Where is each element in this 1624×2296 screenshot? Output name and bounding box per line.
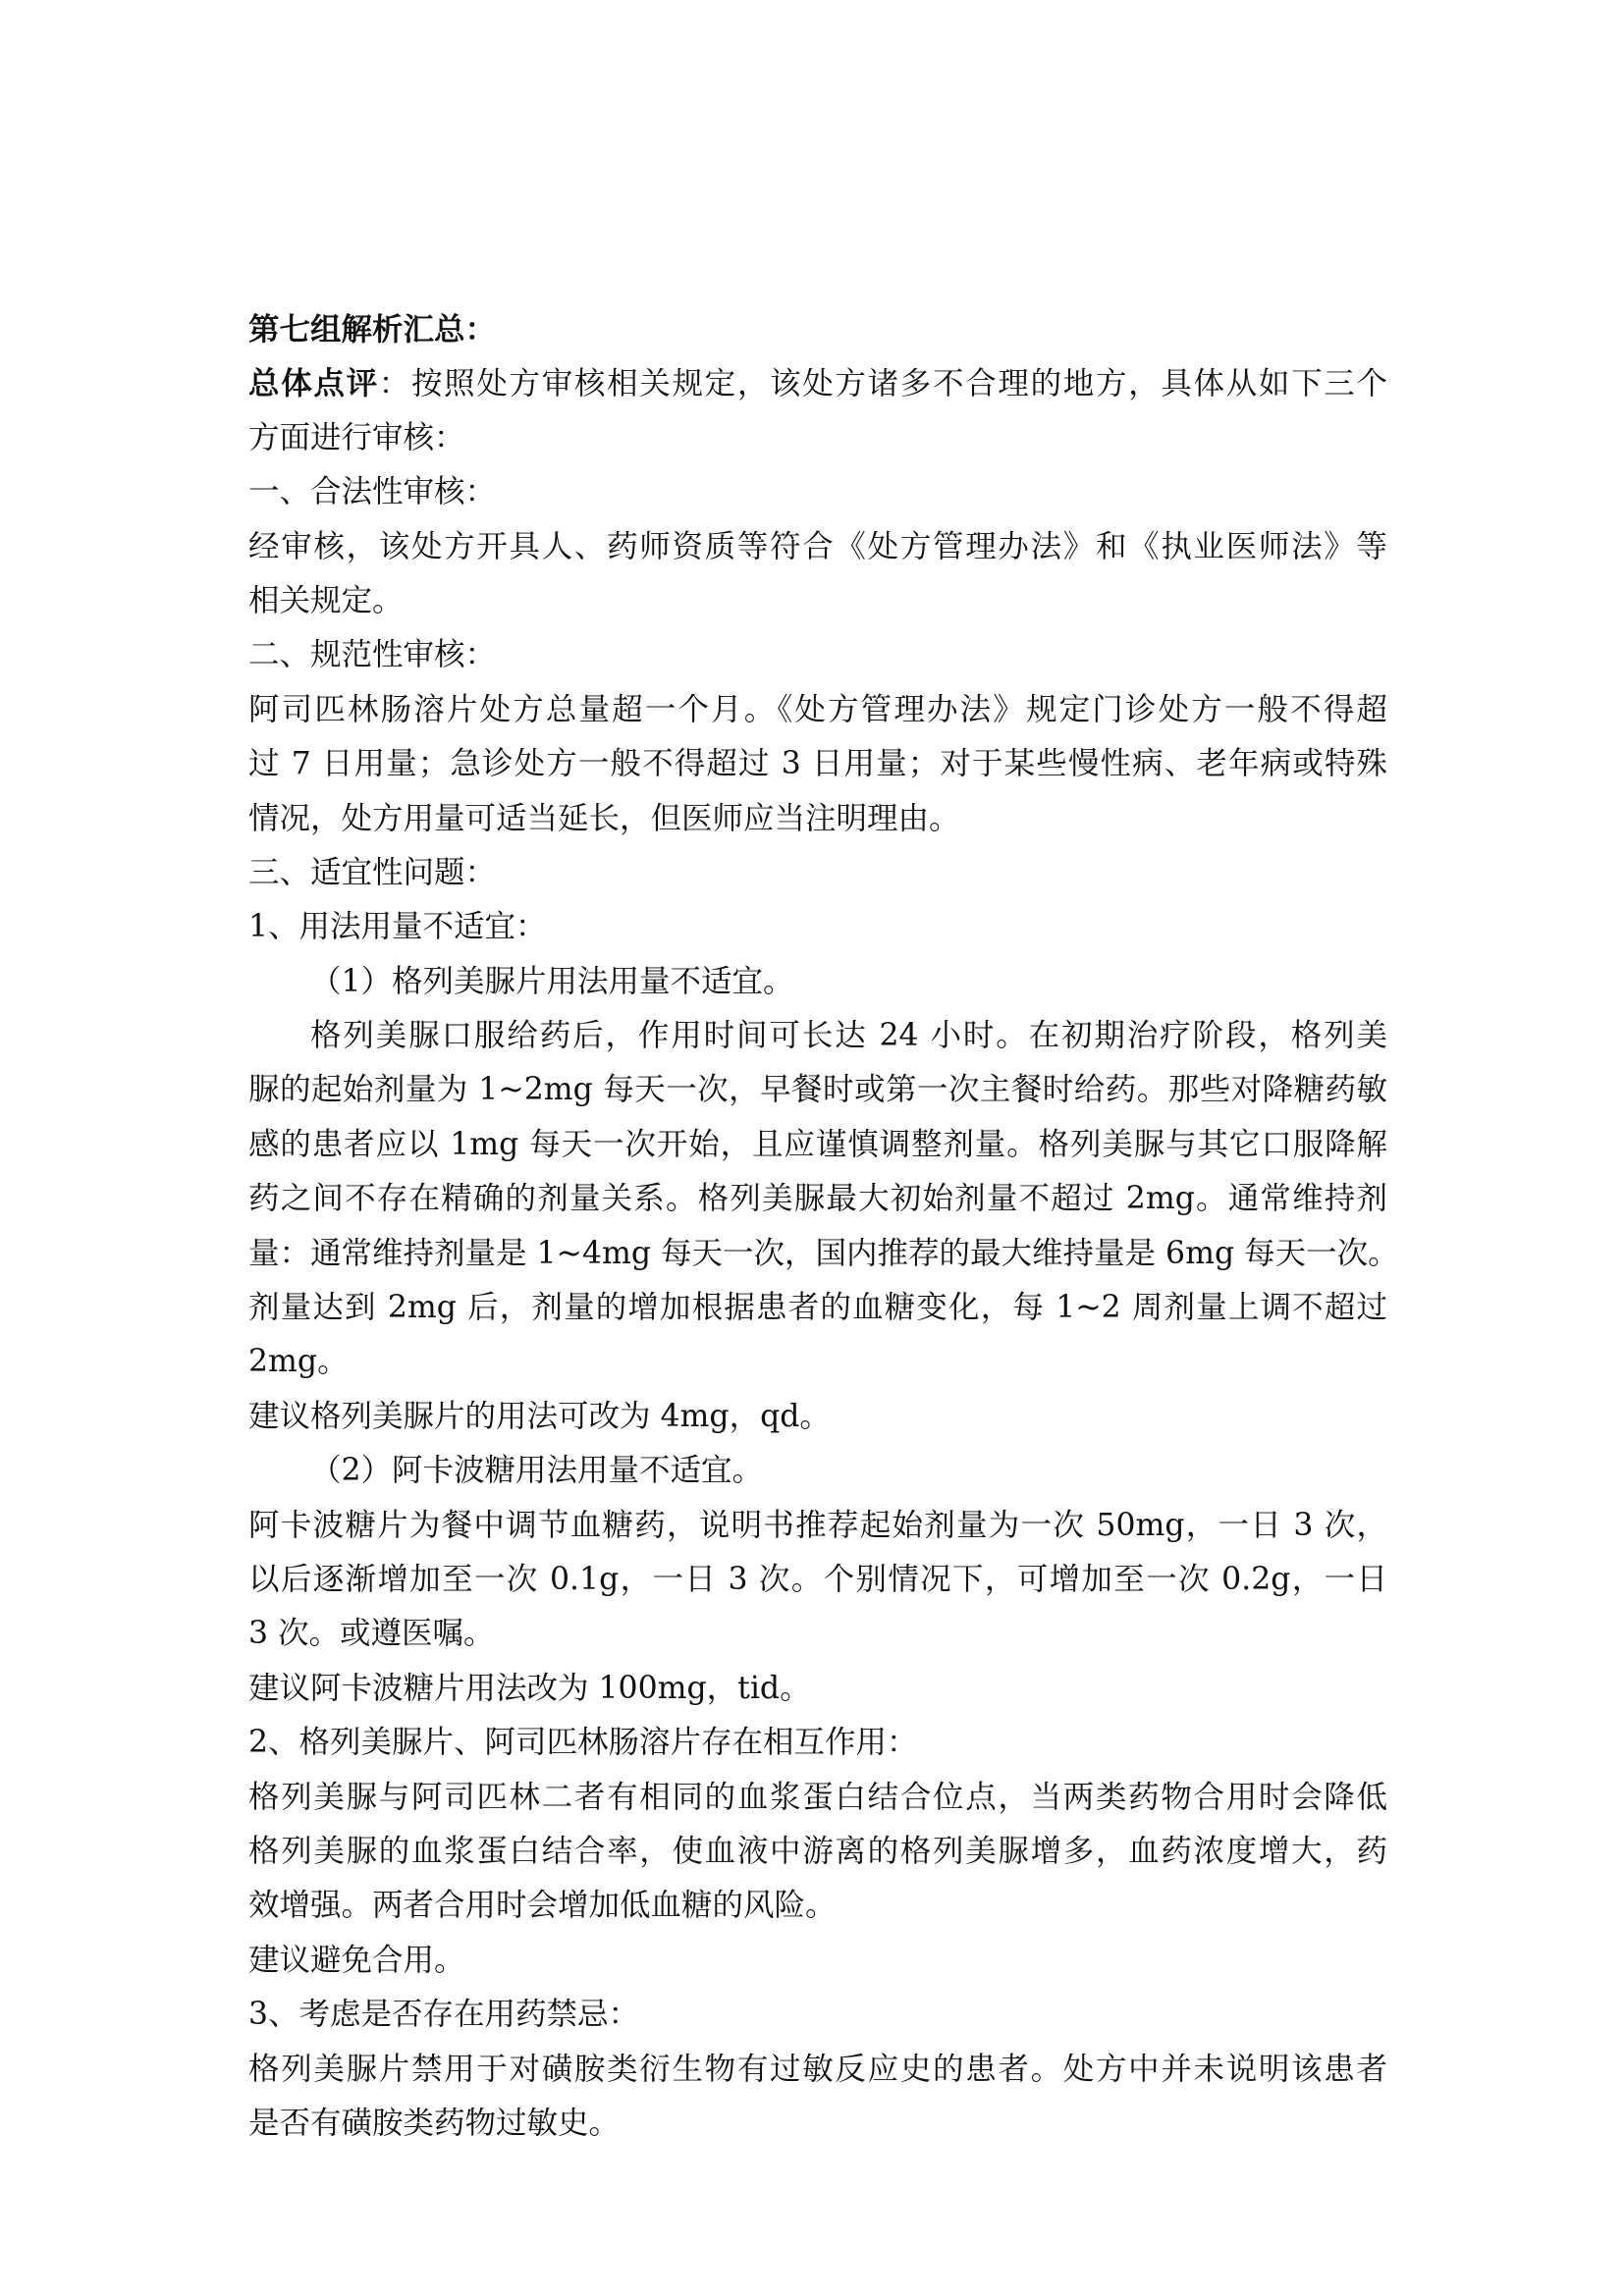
sub2-line-3: 效增强。两者合用时会增加低血糖的风险。 (248, 1888, 837, 1924)
document-title: 第七组解析汇总： (248, 311, 497, 347)
item1-line-6: 剂量达到 2mg 后，剂量的增加根据患者的血糖变化，每 1~2 周剂量上调不超过 (248, 1290, 1387, 1326)
section3-sub1-heading: 1、用法用量不适宜： (248, 909, 547, 945)
item1-line-1: 格列美脲口服给药后，作用时间可长达 24 小时。在初期治疗阶段，格列美 (310, 1018, 1387, 1054)
sub2-suggestion: 建议避免合用。 (248, 1942, 465, 1978)
section3-heading: 三、适宜性问题： (248, 854, 497, 890)
section1-heading: 一、合法性审核： (248, 474, 497, 510)
section2-line-1: 阿司匹林肠溶片处方总量超一个月。《处方管理办法》规定门诊处方一般不得超 (248, 691, 1387, 727)
sub3-line-1: 格列美脲片禁用于对磺胺类衍生物有过敏反应史的患者。处方中并未说明该患者 (248, 2051, 1387, 2087)
sub3-line-2: 是否有磺胺类药物过敏史。 (248, 2105, 621, 2141)
item1-line-5: 量：通常维持剂量是 1~4mg 每天一次，国内推荐的最大维持量是 6mg 每天一次。 (248, 1235, 1399, 1271)
sub2-line-1: 格列美脲与阿司匹林二者有相同的血浆蛋白结合位点，当两类药物合用时会降低 (248, 1779, 1387, 1815)
section2-line-2: 过 7 日用量；急诊处方一般不得超过 3 日用量；对于某些慢性病、老年病或特殊 (248, 746, 1387, 782)
section1-line-1: 经审核，该处方开具人、药师资质等符合《处方管理办法》和《执业医师法》等 (248, 528, 1387, 564)
item1-line-2: 脲的起始剂量为 1~2mg 每天一次，早餐时或第一次主餐时给药。那些对降糖药敏 (248, 1072, 1387, 1108)
item1-line-3: 感的患者应以 1mg 每天一次开始，且应谨慎调整剂量。格列美脲与其它口服降解 (248, 1126, 1387, 1162)
item2-line-1: 阿卡波糖片为餐中调节血糖药，说明书推荐起始剂量为一次 50mg，一日 3 次， (248, 1507, 1387, 1543)
summary-label: 总体点评 (248, 365, 379, 402)
item2-line-3: 3 次。或遵医嘱。 (248, 1616, 495, 1652)
summary-line-1 (248, 356, 1387, 410)
section1-line-2: 相关规定。 (248, 582, 404, 618)
item2-heading: （2）阿卡波糖用法用量不适宜。 (310, 1453, 764, 1489)
item2-suggestion: 建议阿卡波糖片用法改为 100mg，tid。 (248, 1670, 811, 1706)
section2-heading: 二、规范性审核： (248, 637, 497, 673)
summary-line-2: 方面进行审核： (248, 419, 465, 455)
sub2-line-2: 格列美脲的血浆蛋白结合率，使血液中游离的格列美脲增多，血药浓度增大，药 (248, 1833, 1387, 1869)
item1-heading: （1）格列美脲片用法用量不适宜。 (310, 963, 794, 999)
document-page (248, 302, 1399, 2151)
section3-sub2-heading: 2、格列美脲片、阿司匹林肠溶片存在相互作用： (248, 1725, 918, 1761)
section2-line-3: 情况，处方用量可适当延长，但医师应当注明理由。 (248, 800, 960, 836)
item1-line-7: 2mg。 (248, 1344, 349, 1380)
item1-suggestion: 建议格列美脲片的用法可改为 4mg，qd。 (248, 1398, 831, 1434)
section3-sub3-heading: 3、考虑是否存在用药禁忌： (248, 1997, 640, 2033)
summary-text-1: ：按照处方审核相关规定，该处方诸多不合理的地方，具体从如下三个 (378, 366, 1387, 402)
item2-line-2: 以后逐渐增加至一次 0.1g，一日 3 次。个别情况下，可增加至一次 0.2g，一日 (248, 1561, 1387, 1597)
item1-line-4: 药之间不存在精确的剂量关系。格列美脲最大初始剂量不超过 2mg。通常维持剂 (248, 1181, 1387, 1217)
